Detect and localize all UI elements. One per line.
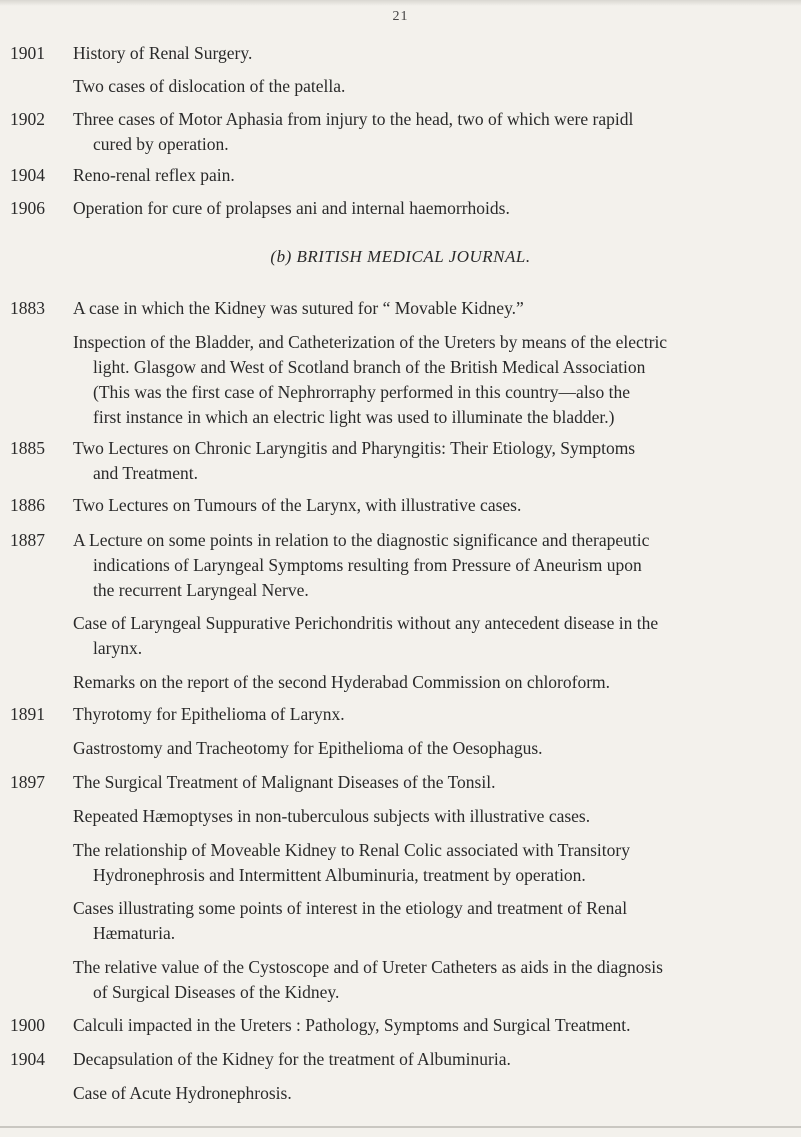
- entry-year: 1904: [10, 165, 45, 185]
- entry-text: Operation for cure of prolapses ani and internal haemorrhoids.: [73, 198, 510, 218]
- entry-text: The relationship of Moveable Kidney to Renal Colic associated with Transitory Hydronephrosis and Intermittent Albuminuria, treatment by operation.: [73, 840, 630, 885]
- entry-text: Two Lectures on Tumours of the Larynx, with illustrative cases.: [73, 495, 522, 515]
- entry-text: The Surgical Treatment of Malignant Diseases of the Tonsil.: [73, 772, 496, 792]
- entry-text: Case of Laryngeal Suppurative Perichondritis without any antecedent disease in the larynx.: [73, 613, 659, 658]
- entry-text: Gastrostomy and Tracheotomy for Epithelioma of the Oesophagus.: [73, 738, 543, 758]
- entry-year: 1891: [10, 704, 45, 724]
- entry-year: 1902: [10, 109, 45, 129]
- page-number: 21: [392, 9, 409, 24]
- entry-text: Two Lectures on Chronic Laryngitis and Pharyngitis: Their Etiology, Symptoms and Treatment.: [73, 438, 636, 483]
- bottom-edge-line: [0, 1126, 801, 1128]
- entry-text: History of Renal Surgery.: [73, 43, 253, 63]
- section-heading: (b) BRITISH MEDICAL JOURNAL.: [270, 247, 531, 266]
- entry-text: The relative value of the Cystoscope and of Ureter Catheters as aids in the diagnosis of Surgical Diseases of the Kidney.: [73, 957, 663, 1002]
- entry-text: A case in which the Kidney was sutured for “ Movable Kidney.”: [73, 298, 524, 318]
- entry-text: Thyrotomy for Epithelioma of Larynx.: [73, 704, 345, 724]
- entry-text: Decapsulation of the Kidney for the treatment of Albuminuria.: [73, 1049, 511, 1069]
- entry-text: Cases illustrating some points of interest in the etiology and treatment of Renal Hæmaturia.: [73, 898, 628, 943]
- entry-text: Repeated Hæmoptyses in non-tuberculous subjects with illustrative cases.: [73, 806, 591, 826]
- entry-year: 1901: [10, 43, 45, 63]
- entry-year: 1906: [10, 198, 45, 218]
- entry-text: Remarks on the report of the second Hyderabad Commission on chloroform.: [73, 672, 611, 692]
- entry-year: 1904: [10, 1049, 45, 1069]
- entry-text: Inspection of the Bladder, and Catheterization of the Ureters by means of the electric light. Glasgow and West of Scotland branch of the British Medical Association (This was the first case of Nephrorraphy performed in this country—also the first instance in which an electric light was used to illuminate the bladder.): [73, 332, 668, 427]
- entry-year: 1887: [10, 530, 45, 550]
- entry-text: Two cases of dislocation of the patella.: [73, 76, 346, 96]
- entry-text: Calculi impacted in the Ureters : Pathology, Symptoms and Surgical Treatment.: [73, 1015, 631, 1035]
- top-edge-shadow: [0, 0, 801, 6]
- entry-year: 1897: [10, 772, 45, 792]
- entry-text: Three cases of Motor Aphasia from injury to the head, two of which were rapidl cured by operation.: [73, 109, 634, 154]
- entry-year: 1885: [10, 438, 45, 458]
- entry-text: A Lecture on some points in relation to the diagnostic significance and therapeutic indications of Laryngeal Symptoms resulting from Pressure of Aneurism upon the recurrent Laryngeal Nerve.: [73, 530, 650, 600]
- entry-text: Reno-renal reflex pain.: [73, 165, 235, 185]
- entry-year: 1883: [10, 298, 45, 318]
- entry-year: 1886: [10, 495, 45, 515]
- entry-text: Case of Acute Hydronephrosis.: [73, 1083, 292, 1103]
- entry-year: 1900: [10, 1015, 45, 1035]
